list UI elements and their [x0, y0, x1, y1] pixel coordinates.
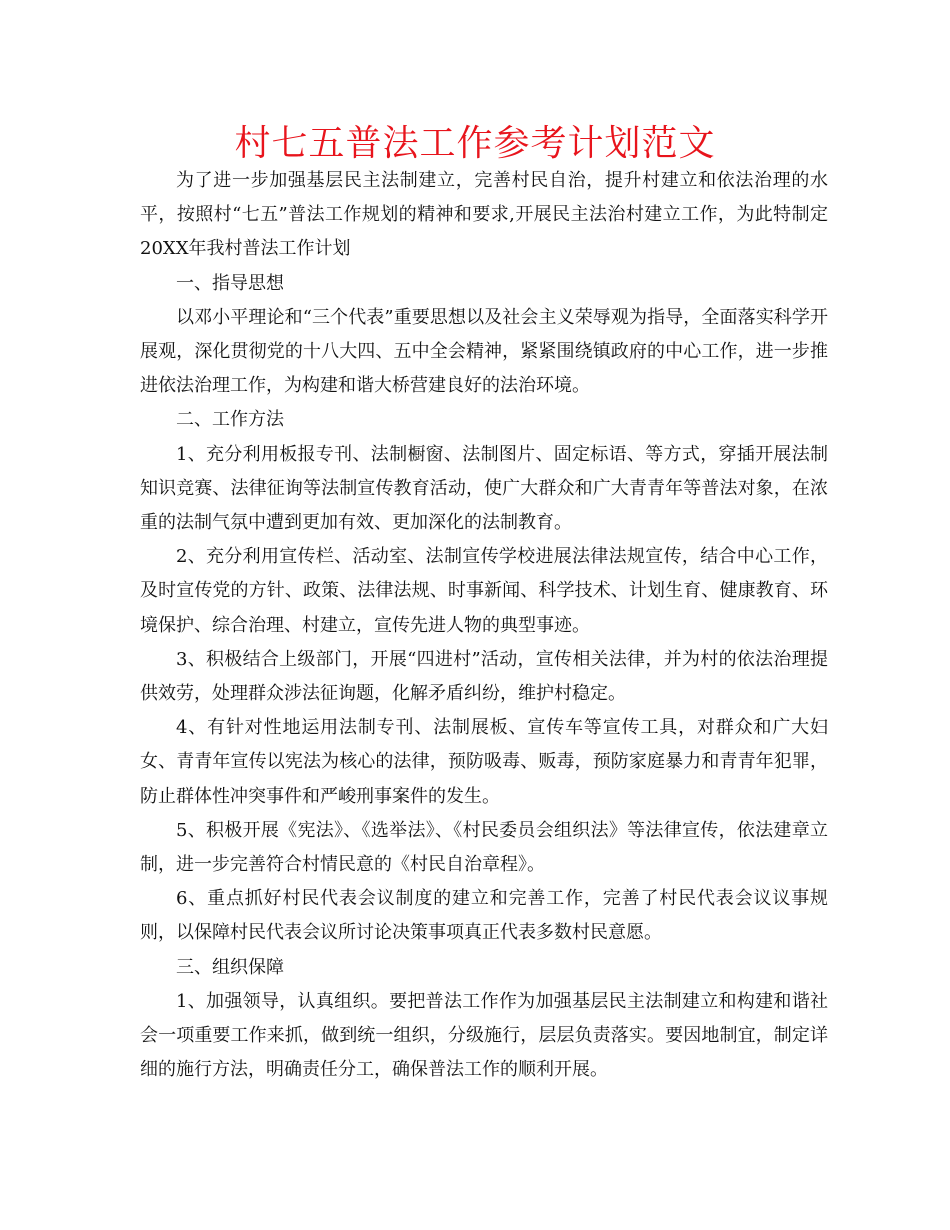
section-heading-guiding-ideology: 一、指导思想	[176, 272, 284, 294]
paragraph-method-2: 2、充分利用宣传栏、活动室、法制宣传学校进展法律法规宣传，结合中心工作，及时宣传党的方针、政策、法律法规、时事新闻、科学技术、计划生育、健康教育、环境保护、综合治理、村建立，宣传先进人物的典型事迹。	[140, 546, 828, 636]
paragraph-method-1: 1、充分利用板报专刊、法制橱窗、法制图片、固定标语、等方式，穿插开展法制知识竞赛、法律征询等法制宣传教育活动，使广大群众和广大青青年等普法对象，在浓重的法制气氛中遭到更加有效、更加深化的法制教育。	[140, 443, 828, 534]
section-heading-organization: 三、组织保障	[176, 956, 284, 978]
paragraph-method-3: 3、积极结合上级部门，开展“四进村”活动，宣传相关法律，并为村的依法治理提供效劳，处理群众涉法征询题，化解矛盾纠纷，维护村稳定。	[140, 648, 828, 705]
section-heading-work-methods: 二、工作方法	[176, 409, 284, 431]
document-title: 村七五普法工作参考计划范文	[234, 123, 716, 164]
paragraph-method-6: 6、重点抓好村民代表会议制度的建立和完善工作，完善了村民代表会议议事规则，以保障村民代表会议所讨论决策事项真正代表多数村民意愿。	[140, 888, 828, 944]
paragraph-organization-1: 1、加强领导，认真组织。要把普法工作作为加强基层民主法制建立和构建和谐社会一项重要工作来抓，做到统一组织，分级施行，层层负责落实。要因地制宜，制定详细的施行方法，明确责任分工，确保普法工作的顺利开展。	[140, 990, 828, 1081]
paragraph-method-4: 4、有针对性地运用法制专刊、法制展板、宣传车等宣传工具，对群众和广大妇女、青青年宣传以宪法为核心的法律，预防吸毒、贩毒，预防家庭暴力和青青年犯罪，防止群体性冲突事件和严峻刑事案件的发生。	[140, 717, 828, 807]
paragraph-guiding-ideology: 以邓小平理论和“三个代表”重要思想以及社会主义荣辱观为指导，全面落实科学开展观，深化贯彻党的十八大四、五中全会精神，紧紧围绕镇政府的中心工作，进一步推进依法治理工作，为构建和谐大桥营建良好的法治环境。	[140, 306, 828, 397]
document-body	[140, 164, 828, 1087]
paragraph-intro: 为了进一步加强基层民主法制建立，完善村民自治，提升村建立和依法治理的水平，按照村“七五”普法工作规划的精神和要求,开展民主法治村建立工作，为此特制定20XX年我村普法工作计划	[140, 170, 828, 260]
paragraph-method-5: 5、积极开展《宪法》、《选举法》、《村民委员会组织法》等法律宣传，依法建章立制，进一步完善符合村情民意的《村民自治章程》。	[140, 819, 828, 876]
